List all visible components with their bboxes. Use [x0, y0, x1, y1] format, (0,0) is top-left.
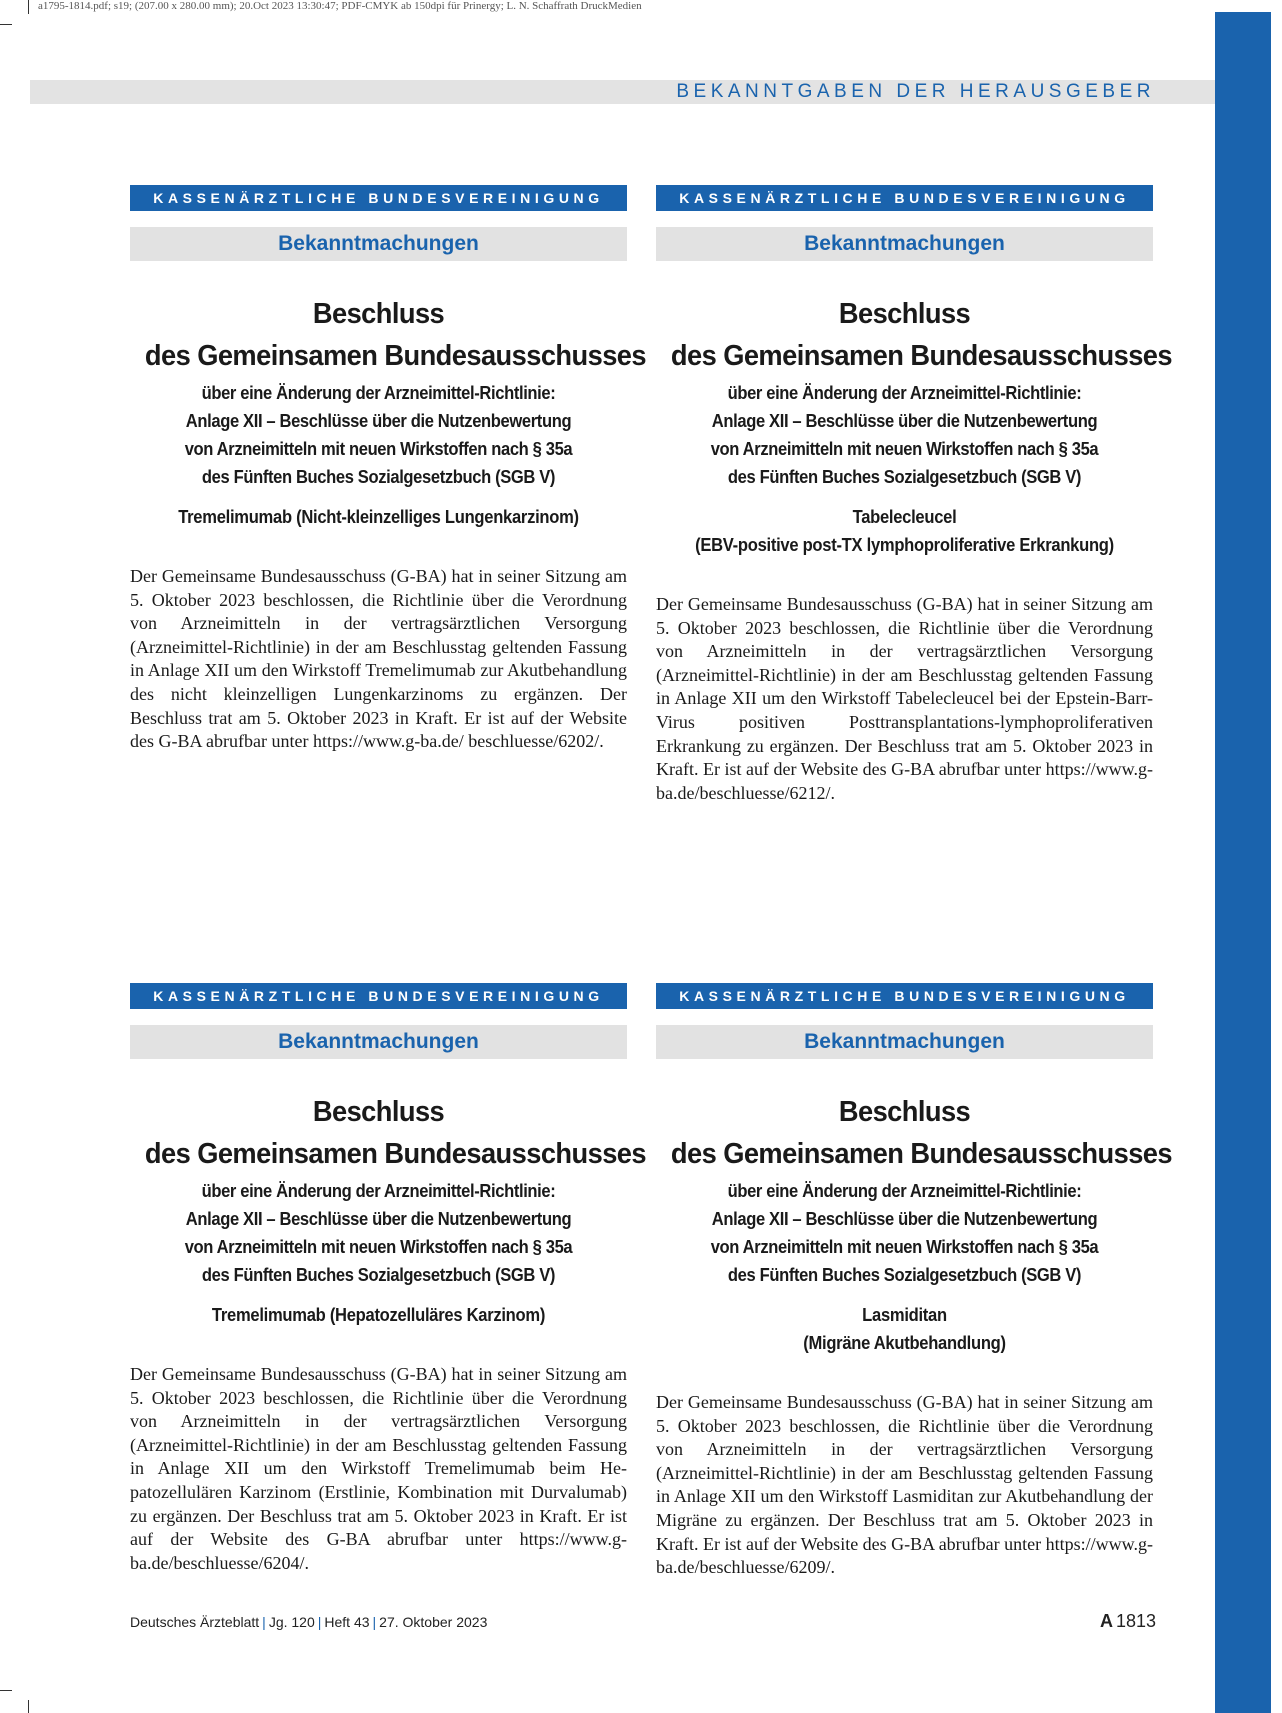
org-bar: KASSENÄRZTLICHE BUNDESVEREINIGUNG: [130, 185, 627, 211]
section-bar: Bekanntmachungen: [656, 1025, 1153, 1059]
subtitle: über eine Änderung der Arzneimittel-Richtlinie: Anlage XII – Beschlüsse über die Nutzenbewertung von Arzneimitteln mit neuen Wirkstoffen nach § 35a des Fünften Buches Sozialgesetzbuch (SGB V): [710, 383, 1099, 487]
journal-volume: Jg. 120: [268, 1614, 315, 1630]
body-text: Der Gemeinsame Bundesausschuss (G-BA) hat in seiner Sitzung am 5. Oktober 2023 beschlossen, die Richtlinie über die Verordnung von Arzneimitteln in der vertragsärztlichen Versorgung (Arzneimittel-Richtlinie) in der am Beschlusstag geltenden Fassung in Anlage XII um den Wirkstoff Tremelimumab zur Akutbehandlung des nicht kleinzelligen Lungenkarzinoms zu ergänzen. Der Beschluss trat am 5. Oktober 2023 in Kraft. Er ist auf der Website des G-BA abrufbar unter https://www.g-ba.de/ beschluesse/6202/.: [130, 566, 627, 752]
subtitle: über eine Änderung der Arzneimittel-Richtlinie: Anlage XII – Beschlüsse über die Nutzenbewertung von Arzneimitteln mit neuen Wirkstoffen nach § 35a des Fünften Buches Sozialgesetzbuch (SGB V): [184, 1181, 573, 1285]
journal-name: Deutsches Ärzteblatt: [130, 1614, 260, 1630]
title-line-1: Beschluss: [312, 298, 445, 330]
title-line-2: des Gemeinsamen Bundesausschusses: [144, 340, 646, 372]
section-bar: Bekanntmachungen: [130, 227, 627, 261]
substance-heading: Tremelimumab (Nicht-kleinzelliges Lungenkarzinom): [178, 507, 579, 527]
title-line-2: des Gemeinsamen Bundesausschusses: [144, 1138, 646, 1170]
crop-mark-top-left: [28, 0, 29, 14]
body-text: Der Gemeinsame Bundesausschuss (G-BA) hat in seiner Sitzung am 5. Oktober 2023 beschlossen, die Richtlinie über die Verordnung von Arzneimitteln in der vertragsärztlichen Versorgung (Arzneimittel-Richtlinie) in der am Beschlusstag geltenden Fassung in Anlage XII um den Wirkstoff Tabelecleucel bei der Epstein-Barr-Virus positiven Posttransplantations-lymphoproliferativen Erkrankung zu ergänzen. Der Beschluss trat am 5. Oktober 2023 in Kraft. Er ist auf der Website des G-BA abrufbar unter https://www.g-ba.de/beschluesse/6212/.: [656, 594, 1153, 803]
section-bar: Bekanntmachungen: [130, 1025, 627, 1059]
title-line-1: Beschluss: [838, 298, 971, 330]
substance-heading: Tabelecleucel (EBV-positive post-TX lymphoproliferative Erkrankung): [695, 507, 1114, 555]
body-text: Der Gemeinsame Bundesausschuss (G-BA) hat in seiner Sitzung am 5. Oktober 2023 beschlossen, die Richtlinie über die Verordnung von Arzneimitteln in der vertragsärztlichen Versorgung (Arzneimittel-Richtlinie) in der am Beschlusstag geltenden Fassung in Anlage XII um den Wirkstoff Tremelimumab beim Hepatozellulären Karzinom (Erstlinie, Kombination mit Durvalumab) zu ergänzen. Der Beschluss trat am 5. Oktober 2023 in Kraft. Er ist auf der Website des G-BA abrufbar unter https://www.g-ba.de/beschluesse/6204/.: [130, 1364, 627, 1573]
crop-mark-bottom-left: [28, 1700, 29, 1713]
page-number: [1100, 1611, 1156, 1632]
substance-heading: Lasmiditan (Migräne Akutbehandlung): [803, 1305, 1006, 1353]
margin-accent-bar: [1215, 12, 1271, 1713]
footer-separator: |: [317, 1614, 322, 1630]
org-bar: KASSENÄRZTLICHE BUNDESVEREINIGUNG: [656, 185, 1153, 211]
title-line-1: Beschluss: [838, 1096, 971, 1128]
body-text: Der Gemeinsame Bundesausschuss (G-BA) hat in seiner Sitzung am 5. Oktober 2023 beschlossen, die Richtlinie über die Verordnung von Arzneimitteln in der vertragsärztlichen Versorgung (Arzneimittel-Richtlinie) in der am Beschlusstag geltenden Fassung in Anlage XII um den Wirkstoff Lasmiditan zur Akutbehandlung der Migräne zu ergänzen. Der Beschluss trat am 5. Oktober 2023 in Kraft. Er ist auf der Website des G-BA abrufbar unter https://www.g-ba.de/beschluesse/6209/.: [656, 1392, 1153, 1578]
running-header: [30, 80, 1215, 104]
footer-separator: |: [262, 1614, 266, 1630]
section-bar: Bekanntmachungen: [656, 227, 1153, 261]
announcement-block: [130, 185, 646, 754]
subtitle: über eine Änderung der Arzneimittel-Richtlinie: Anlage XII – Beschlüsse über die Nutzenbewertung von Arzneimitteln mit neuen Wirkstoffen nach § 35a des Fünften Buches Sozialgesetzbuch (SGB V): [184, 383, 573, 487]
running-header-title: BEKANNTGABEN DER HERAUSGEBER: [676, 81, 1155, 102]
announcement-block: [656, 185, 1172, 805]
print-info: a1795-1814.pdf; s19; (207.00 x 280.00 mm); 20.Oct 2023 13:30:47; PDF-CMYK ab 150dpi für Prinergy; L. N. Schaffrath DruckMedien: [38, 0, 642, 12]
announcement-block: [656, 983, 1172, 1580]
title-line-2: des Gemeinsamen Bundesausschusses: [670, 340, 1172, 372]
subtitle: über eine Änderung der Arzneimittel-Richtlinie: Anlage XII – Beschlüsse über die Nutzenbewertung von Arzneimitteln mit neuen Wirkstoffen nach § 35a des Fünften Buches Sozialgesetzbuch (SGB V): [710, 1181, 1099, 1285]
page-prefix: A: [1100, 1611, 1113, 1631]
page-number-value: 1813: [1116, 1611, 1157, 1631]
journal-date: 27. Oktober 2023: [379, 1614, 488, 1630]
crop-mark-left-top: [0, 24, 12, 25]
footer-separator: |: [372, 1614, 377, 1630]
title-line-1: Beschluss: [312, 1096, 445, 1128]
org-bar: KASSENÄRZTLICHE BUNDESVEREINIGUNG: [130, 983, 627, 1009]
substance-heading: Tremelimumab (Hepatozelluläres Karzinom): [211, 1305, 546, 1325]
title-line-2: des Gemeinsamen Bundesausschusses: [670, 1138, 1172, 1170]
announcement-block: [130, 983, 646, 1575]
crop-mark-left-bottom: [0, 1690, 12, 1691]
org-bar: KASSENÄRZTLICHE BUNDESVEREINIGUNG: [656, 983, 1153, 1009]
journal-issue: Heft 43: [324, 1614, 370, 1630]
journal-footer: [130, 1614, 487, 1630]
